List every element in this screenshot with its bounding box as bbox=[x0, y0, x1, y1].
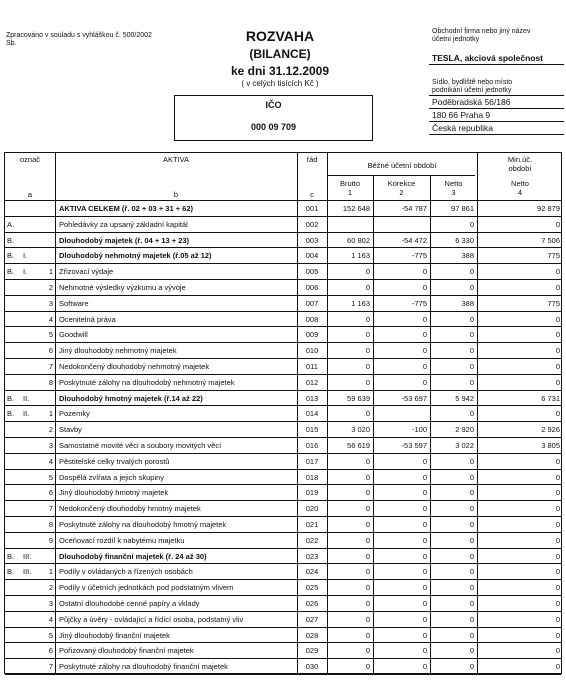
row-divider bbox=[5, 232, 561, 233]
row-028-text: Jiný dlouhodobý finanční majetek bbox=[59, 631, 170, 640]
row-029-brutto: 0 bbox=[365, 646, 370, 655]
row-005-rad: 005 bbox=[305, 267, 319, 276]
row-divider bbox=[5, 390, 561, 391]
row-024-korekce: 0 bbox=[422, 567, 427, 576]
header-korekce: Korekce bbox=[387, 179, 416, 188]
row-015-o3: 2 bbox=[48, 425, 53, 434]
row-003-min: 7 506 bbox=[541, 236, 560, 245]
row-024-min: 0 bbox=[555, 567, 560, 576]
row-021-korekce: 0 bbox=[422, 520, 427, 529]
row-014-o1: B. bbox=[7, 409, 15, 418]
row-029-rad: 029 bbox=[305, 646, 319, 655]
row-013-o2: II. bbox=[23, 394, 30, 403]
row-010-min: 0 bbox=[555, 346, 560, 355]
row-014-netto: 0 bbox=[469, 409, 474, 418]
row-012-korekce: 0 bbox=[422, 378, 427, 387]
row-004-min: 775 bbox=[547, 251, 560, 260]
row-016-korekce: -53 597 bbox=[401, 441, 427, 450]
row-004-netto: 388 bbox=[461, 251, 474, 260]
row-003-netto: 6 330 bbox=[455, 236, 474, 245]
row-015-korekce: -100 bbox=[411, 425, 427, 434]
row-009-korekce: 0 bbox=[422, 330, 427, 339]
row-020-rad: 020 bbox=[305, 504, 319, 513]
row-029-min: 0 bbox=[555, 646, 560, 655]
row-010-rad: 010 bbox=[305, 346, 319, 355]
row-008-text: Ocenitelná práva bbox=[59, 315, 116, 324]
row-021-text: Poskytnuté zálohy na dlouhodobý hmotný majetek bbox=[59, 520, 227, 529]
row-009-o3: 5 bbox=[48, 330, 53, 339]
row-028-min: 0 bbox=[555, 631, 560, 640]
row-013-text: Dlouhodobý hmotný majetek (ř.14 až 22) bbox=[59, 394, 203, 403]
row-divider bbox=[5, 247, 561, 248]
row-025-rad: 025 bbox=[305, 583, 319, 592]
row-021-o3: 8 bbox=[48, 520, 53, 529]
currency-units: ( v celých tisících Kč ) bbox=[241, 79, 319, 88]
row-020-netto: 0 bbox=[469, 504, 474, 513]
row-divider bbox=[5, 374, 561, 375]
row-022-min: 0 bbox=[555, 536, 560, 545]
row-014-o2: II. bbox=[23, 409, 30, 418]
row-024-brutto: 0 bbox=[365, 567, 370, 576]
row-017-text: Pěstitelské celky trvalých porostů bbox=[59, 457, 170, 466]
row-019-korekce: 0 bbox=[422, 488, 427, 497]
row-014-min: 0 bbox=[555, 409, 560, 418]
header-letter-a: a bbox=[27, 190, 33, 199]
row-023-korekce: 0 bbox=[422, 552, 427, 561]
firm-info-block bbox=[429, 28, 564, 135]
row-001-rad: 001 bbox=[305, 204, 319, 213]
row-021-netto: 0 bbox=[469, 520, 474, 529]
row-005-brutto: 0 bbox=[365, 267, 370, 276]
row-029-o3: 6 bbox=[48, 646, 53, 655]
row-028-netto: 0 bbox=[469, 631, 474, 640]
row-017-min: 0 bbox=[555, 457, 560, 466]
ico-label: IČO bbox=[265, 100, 282, 110]
row-007-o3: 3 bbox=[48, 299, 53, 308]
row-026-netto: 0 bbox=[469, 599, 474, 608]
row-016-rad: 016 bbox=[305, 441, 319, 450]
row-023-min: 0 bbox=[555, 552, 560, 561]
row-027-rad: 027 bbox=[305, 615, 319, 624]
row-004-o1: B. bbox=[7, 251, 15, 260]
address-line-3: Česká republika bbox=[429, 122, 564, 135]
row-006-text: Nehmotné výsledky výzkumu a vývoje bbox=[59, 283, 186, 292]
row-018-text: Dospělá zvířata a jejich skupiny bbox=[59, 473, 165, 482]
row-015-text: Stavby bbox=[59, 425, 82, 434]
row-divider bbox=[5, 484, 561, 485]
row-007-brutto: 1 163 bbox=[351, 299, 370, 308]
header-bezne-obdobi: Běžné účetní období bbox=[367, 161, 437, 170]
row-003-o1: B. bbox=[7, 236, 15, 245]
row-divider bbox=[5, 532, 561, 533]
row-divider bbox=[5, 263, 561, 264]
row-017-brutto: 0 bbox=[365, 457, 370, 466]
row-007-min: 775 bbox=[547, 299, 560, 308]
row-022-netto: 0 bbox=[469, 536, 474, 545]
row-019-text: Jiný dlouhodobý hmotný majetek bbox=[59, 488, 169, 497]
row-025-netto: 0 bbox=[469, 583, 474, 592]
row-divider bbox=[5, 674, 561, 675]
ico-box bbox=[174, 95, 373, 141]
row-divider bbox=[5, 295, 561, 296]
balance-date: ke dni 31.12.2009 bbox=[230, 64, 330, 78]
row-012-o3: 8 bbox=[48, 378, 53, 387]
row-005-o2: I. bbox=[23, 267, 28, 276]
header-netto-min: Netto bbox=[511, 179, 529, 188]
row-023-brutto: 0 bbox=[365, 552, 370, 561]
row-009-brutto: 0 bbox=[365, 330, 370, 339]
row-008-korekce: 0 bbox=[422, 315, 427, 324]
row-012-min: 0 bbox=[555, 378, 560, 387]
row-022-o3: 9 bbox=[48, 536, 53, 545]
row-divider bbox=[5, 453, 561, 454]
row-divider bbox=[5, 627, 561, 628]
row-016-brutto: 56 619 bbox=[347, 441, 370, 450]
row-012-text: Poskytnuté zálohy na dlouhodobý nehmotný majetek bbox=[59, 378, 235, 387]
header-min-obdobi-2: období bbox=[508, 164, 532, 173]
row-divider bbox=[5, 500, 561, 501]
row-030-korekce: 0 bbox=[422, 662, 427, 671]
row-025-min: 0 bbox=[555, 583, 560, 592]
row-001-netto: 97 861 bbox=[451, 204, 474, 213]
row-018-brutto: 0 bbox=[365, 473, 370, 482]
row-019-netto: 0 bbox=[469, 488, 474, 497]
balance-sheet-table bbox=[4, 152, 562, 674]
row-025-o3: 2 bbox=[48, 583, 53, 592]
row-005-o1: B. bbox=[7, 267, 15, 276]
header-divider bbox=[327, 175, 475, 176]
row-006-o3: 2 bbox=[48, 283, 53, 292]
row-divider bbox=[5, 342, 561, 343]
row-002-text: Pohledávky za upsaný základní kapitál bbox=[59, 220, 188, 229]
row-divider bbox=[5, 437, 561, 438]
row-003-text: Dlouhodobý majetek (ř. 04 + 13 + 23) bbox=[59, 236, 190, 245]
row-008-rad: 008 bbox=[305, 315, 319, 324]
row-023-o1: B. bbox=[7, 552, 15, 561]
row-009-rad: 009 bbox=[305, 330, 319, 339]
row-020-text: Nedokončený dlouhodobý hmotný majetek bbox=[59, 504, 201, 513]
row-017-korekce: 0 bbox=[422, 457, 427, 466]
row-020-korekce: 0 bbox=[422, 504, 427, 513]
row-010-brutto: 0 bbox=[365, 346, 370, 355]
row-014-text: Pozemky bbox=[59, 409, 90, 418]
row-008-netto: 0 bbox=[469, 315, 474, 324]
row-017-netto: 0 bbox=[469, 457, 474, 466]
ico-value: 000 09 709 bbox=[250, 122, 297, 132]
row-001-korekce: -54 787 bbox=[401, 204, 427, 213]
header-rad: řád bbox=[306, 155, 318, 164]
row-030-text: Poskytnuté zálohy na dlouhodobý finanční majetek bbox=[59, 662, 228, 671]
row-030-brutto: 0 bbox=[365, 662, 370, 671]
row-008-min: 0 bbox=[555, 315, 560, 324]
row-001-min: 92 879 bbox=[537, 204, 560, 213]
row-026-text: Ostatní dlouhodobé cenné papíry a vklady bbox=[59, 599, 200, 608]
header-brutto-num: 1 bbox=[347, 188, 353, 197]
row-007-text: Software bbox=[59, 299, 89, 308]
row-011-netto: 0 bbox=[469, 362, 474, 371]
row-016-min: 3 805 bbox=[541, 441, 560, 450]
row-029-text: Pořizovaný dlouhodobý finanční majetek bbox=[59, 646, 194, 655]
row-015-netto: 2 920 bbox=[455, 425, 474, 434]
row-027-o3: 4 bbox=[48, 615, 53, 624]
row-024-o1: B. bbox=[7, 567, 15, 576]
row-002-netto: 0 bbox=[469, 220, 474, 229]
row-015-min: 2 926 bbox=[541, 425, 560, 434]
row-010-korekce: 0 bbox=[422, 346, 427, 355]
row-002-min: 0 bbox=[555, 220, 560, 229]
row-divider bbox=[5, 279, 561, 280]
legal-basis-line-1: Zpracováno v souladu s vyhláškou č. 500/2002 bbox=[6, 32, 152, 39]
row-005-netto: 0 bbox=[469, 267, 474, 276]
row-025-korekce: 0 bbox=[422, 583, 427, 592]
row-divider bbox=[5, 611, 561, 612]
row-011-o3: 7 bbox=[48, 362, 53, 371]
row-030-o3: 7 bbox=[48, 662, 53, 671]
row-025-brutto: 0 bbox=[365, 583, 370, 592]
row-018-korekce: 0 bbox=[422, 473, 427, 482]
row-006-brutto: 0 bbox=[365, 283, 370, 292]
header-korekce-num: 2 bbox=[399, 188, 404, 197]
row-024-o2: III. bbox=[23, 567, 32, 576]
row-013-o1: B. bbox=[7, 394, 15, 403]
row-026-rad: 026 bbox=[305, 599, 319, 608]
row-divider bbox=[5, 563, 561, 564]
header-netto: Netto bbox=[444, 179, 463, 188]
header-letter-b: b bbox=[173, 190, 179, 199]
document-subtitle: (BILANCE) bbox=[249, 47, 311, 61]
row-027-text: Půjčky a úvěry - ovládající a řídící osoba, podstatný vliv bbox=[59, 615, 244, 624]
row-003-rad: 003 bbox=[305, 236, 319, 245]
row-010-netto: 0 bbox=[469, 346, 474, 355]
row-014-o3: 1 bbox=[48, 409, 53, 418]
row-013-brutto: 59 639 bbox=[347, 394, 370, 403]
row-030-rad: 030 bbox=[305, 662, 319, 671]
row-divider bbox=[5, 358, 561, 359]
header-min-obdobi-1: Min.úč. bbox=[507, 155, 533, 164]
row-013-rad: 013 bbox=[305, 394, 319, 403]
row-divider bbox=[5, 595, 561, 596]
row-014-rad: 014 bbox=[305, 409, 319, 418]
row-divider bbox=[5, 311, 561, 312]
row-029-netto: 0 bbox=[469, 646, 474, 655]
row-023-o2: III. bbox=[23, 552, 32, 561]
row-022-text: Oceňovací rozdíl k nabytému majetku bbox=[59, 536, 185, 545]
row-018-min: 0 bbox=[555, 473, 560, 482]
row-019-rad: 019 bbox=[305, 488, 319, 497]
row-012-netto: 0 bbox=[469, 378, 474, 387]
row-006-korekce: 0 bbox=[422, 283, 427, 292]
row-006-rad: 006 bbox=[305, 283, 319, 292]
row-024-rad: 024 bbox=[305, 567, 319, 576]
row-014-brutto: 0 bbox=[365, 409, 370, 418]
header-letter-c: c bbox=[310, 190, 314, 199]
row-012-brutto: 0 bbox=[365, 378, 370, 387]
row-013-korekce: -53 697 bbox=[401, 394, 427, 403]
address-line-1: Poděbradská 56/186 bbox=[429, 95, 564, 109]
row-011-rad: 011 bbox=[306, 362, 318, 371]
row-007-netto: 388 bbox=[461, 299, 474, 308]
row-027-korekce: 0 bbox=[422, 615, 427, 624]
row-divider bbox=[5, 405, 561, 406]
row-010-o3: 6 bbox=[48, 346, 53, 355]
row-005-o3: 1 bbox=[48, 267, 53, 276]
row-020-o3: 7 bbox=[48, 504, 53, 513]
row-001-text: AKTIVA CELKEM (ř. 02 + 03 + 31 + 62) bbox=[59, 204, 194, 213]
legal-basis-note bbox=[6, 32, 196, 48]
row-006-min: 0 bbox=[555, 283, 560, 292]
seat-caption-1: Sídlo, bydliště nebo místo bbox=[432, 79, 513, 86]
row-026-min: 0 bbox=[555, 599, 560, 608]
row-028-rad: 028 bbox=[305, 631, 319, 640]
row-011-brutto: 0 bbox=[365, 362, 370, 371]
row-divider bbox=[5, 421, 561, 422]
row-divider bbox=[5, 548, 561, 549]
row-005-text: Zřizovací výdaje bbox=[59, 267, 114, 276]
row-017-o3: 4 bbox=[48, 457, 53, 466]
row-022-korekce: 0 bbox=[422, 536, 427, 545]
row-028-korekce: 0 bbox=[422, 631, 427, 640]
row-022-brutto: 0 bbox=[365, 536, 370, 545]
row-026-o3: 3 bbox=[48, 599, 53, 608]
firm-caption-2: účetní jednotky bbox=[432, 36, 480, 43]
row-020-min: 0 bbox=[555, 504, 560, 513]
row-026-brutto: 0 bbox=[365, 599, 370, 608]
row-004-text: Dlouhodobý nehmotný majetek (ř.05 až 12) bbox=[59, 251, 212, 260]
header-brutto: Brutto bbox=[339, 179, 360, 188]
row-015-rad: 015 bbox=[305, 425, 319, 434]
row-015-brutto: 3 020 bbox=[351, 425, 370, 434]
row-divider bbox=[5, 642, 561, 643]
row-007-rad: 007 bbox=[305, 299, 319, 308]
row-030-min: 0 bbox=[555, 662, 560, 671]
row-012-rad: 012 bbox=[305, 378, 319, 387]
row-027-netto: 0 bbox=[469, 615, 474, 624]
row-021-rad: 021 bbox=[305, 520, 319, 529]
row-022-rad: 022 bbox=[305, 536, 319, 545]
row-009-text: Goodwill bbox=[59, 330, 88, 339]
row-029-korekce: 0 bbox=[422, 646, 427, 655]
row-018-o3: 5 bbox=[48, 473, 53, 482]
row-030-netto: 0 bbox=[469, 662, 474, 671]
row-013-min: 6 731 bbox=[541, 394, 560, 403]
row-023-text: Dlouhodobý finanční majetek (ř. 24 až 30) bbox=[59, 552, 207, 561]
row-016-o3: 3 bbox=[48, 441, 53, 450]
row-027-min: 0 bbox=[555, 615, 560, 624]
row-004-rad: 004 bbox=[305, 251, 319, 260]
row-009-min: 0 bbox=[555, 330, 560, 339]
row-divider bbox=[5, 326, 561, 327]
header-aktiva: AKTIVA bbox=[162, 155, 190, 164]
row-001-brutto: 152 648 bbox=[342, 204, 370, 213]
row-011-korekce: 0 bbox=[422, 362, 427, 371]
row-018-netto: 0 bbox=[469, 473, 474, 482]
row-divider bbox=[5, 516, 561, 517]
row-005-min: 0 bbox=[555, 267, 560, 276]
row-023-rad: 023 bbox=[305, 552, 319, 561]
header-netto-num: 3 bbox=[451, 188, 456, 197]
legal-basis-line-2: Sb. bbox=[6, 40, 17, 47]
header-divider bbox=[5, 200, 561, 201]
document-title-block bbox=[200, 28, 360, 89]
row-024-text: Podíly v ovládaných a řízených osobách bbox=[59, 567, 193, 576]
row-divider bbox=[5, 216, 561, 217]
row-002-o1: A. bbox=[7, 220, 15, 229]
row-002-rad: 002 bbox=[305, 220, 319, 229]
header-netto-min-num: 4 bbox=[517, 188, 523, 197]
row-divider bbox=[5, 469, 561, 470]
row-divider bbox=[5, 658, 561, 659]
row-021-brutto: 0 bbox=[365, 520, 370, 529]
row-011-min: 0 bbox=[555, 362, 560, 371]
row-009-netto: 0 bbox=[469, 330, 474, 339]
row-016-text: Samostatné movité věci a soubory movitých věcí bbox=[59, 441, 222, 450]
row-013-netto: 5 942 bbox=[455, 394, 474, 403]
row-008-brutto: 0 bbox=[365, 315, 370, 324]
row-024-o3: 1 bbox=[48, 567, 53, 576]
row-007-korekce: -775 bbox=[411, 299, 427, 308]
row-023-netto: 0 bbox=[469, 552, 474, 561]
row-024-netto: 0 bbox=[469, 567, 474, 576]
header-oznac: označ bbox=[19, 155, 40, 164]
firm-caption-1: Obchodní firma nebo jiný název bbox=[432, 28, 531, 35]
row-003-brutto: 60 802 bbox=[347, 236, 370, 245]
seat-caption-2: podnikání účetní jednotky bbox=[432, 87, 512, 94]
row-019-brutto: 0 bbox=[365, 488, 370, 497]
row-004-brutto: 1 163 bbox=[351, 251, 370, 260]
row-018-rad: 018 bbox=[305, 473, 319, 482]
firm-name: TESLA, akciová společnost bbox=[429, 52, 564, 65]
row-006-netto: 0 bbox=[469, 283, 474, 292]
address-line-2: 180 66 Praha 9 bbox=[429, 109, 564, 122]
row-004-o2: I. bbox=[23, 251, 28, 260]
document-title: ROZVAHA bbox=[245, 28, 315, 44]
row-004-korekce: -775 bbox=[411, 251, 427, 260]
row-008-o3: 4 bbox=[48, 315, 53, 324]
row-011-text: Nedokončený dlouhodobý nehmotný majetek bbox=[59, 362, 210, 371]
row-019-min: 0 bbox=[555, 488, 560, 497]
row-028-brutto: 0 bbox=[365, 631, 370, 640]
row-010-text: Jiný dlouhodobý nehmotný majetek bbox=[59, 346, 177, 355]
row-028-o3: 5 bbox=[48, 631, 53, 640]
row-020-brutto: 0 bbox=[365, 504, 370, 513]
row-025-text: Podíly v účetních jednotkách pod podstatným vlivem bbox=[59, 583, 234, 592]
row-005-korekce: 0 bbox=[422, 267, 427, 276]
row-017-rad: 017 bbox=[305, 457, 319, 466]
row-026-korekce: 0 bbox=[422, 599, 427, 608]
row-divider bbox=[5, 579, 561, 580]
row-016-netto: 3 022 bbox=[455, 441, 474, 450]
row-021-min: 0 bbox=[555, 520, 560, 529]
row-027-brutto: 0 bbox=[365, 615, 370, 624]
row-003-korekce: -54 472 bbox=[401, 236, 427, 245]
row-019-o3: 6 bbox=[48, 488, 53, 497]
